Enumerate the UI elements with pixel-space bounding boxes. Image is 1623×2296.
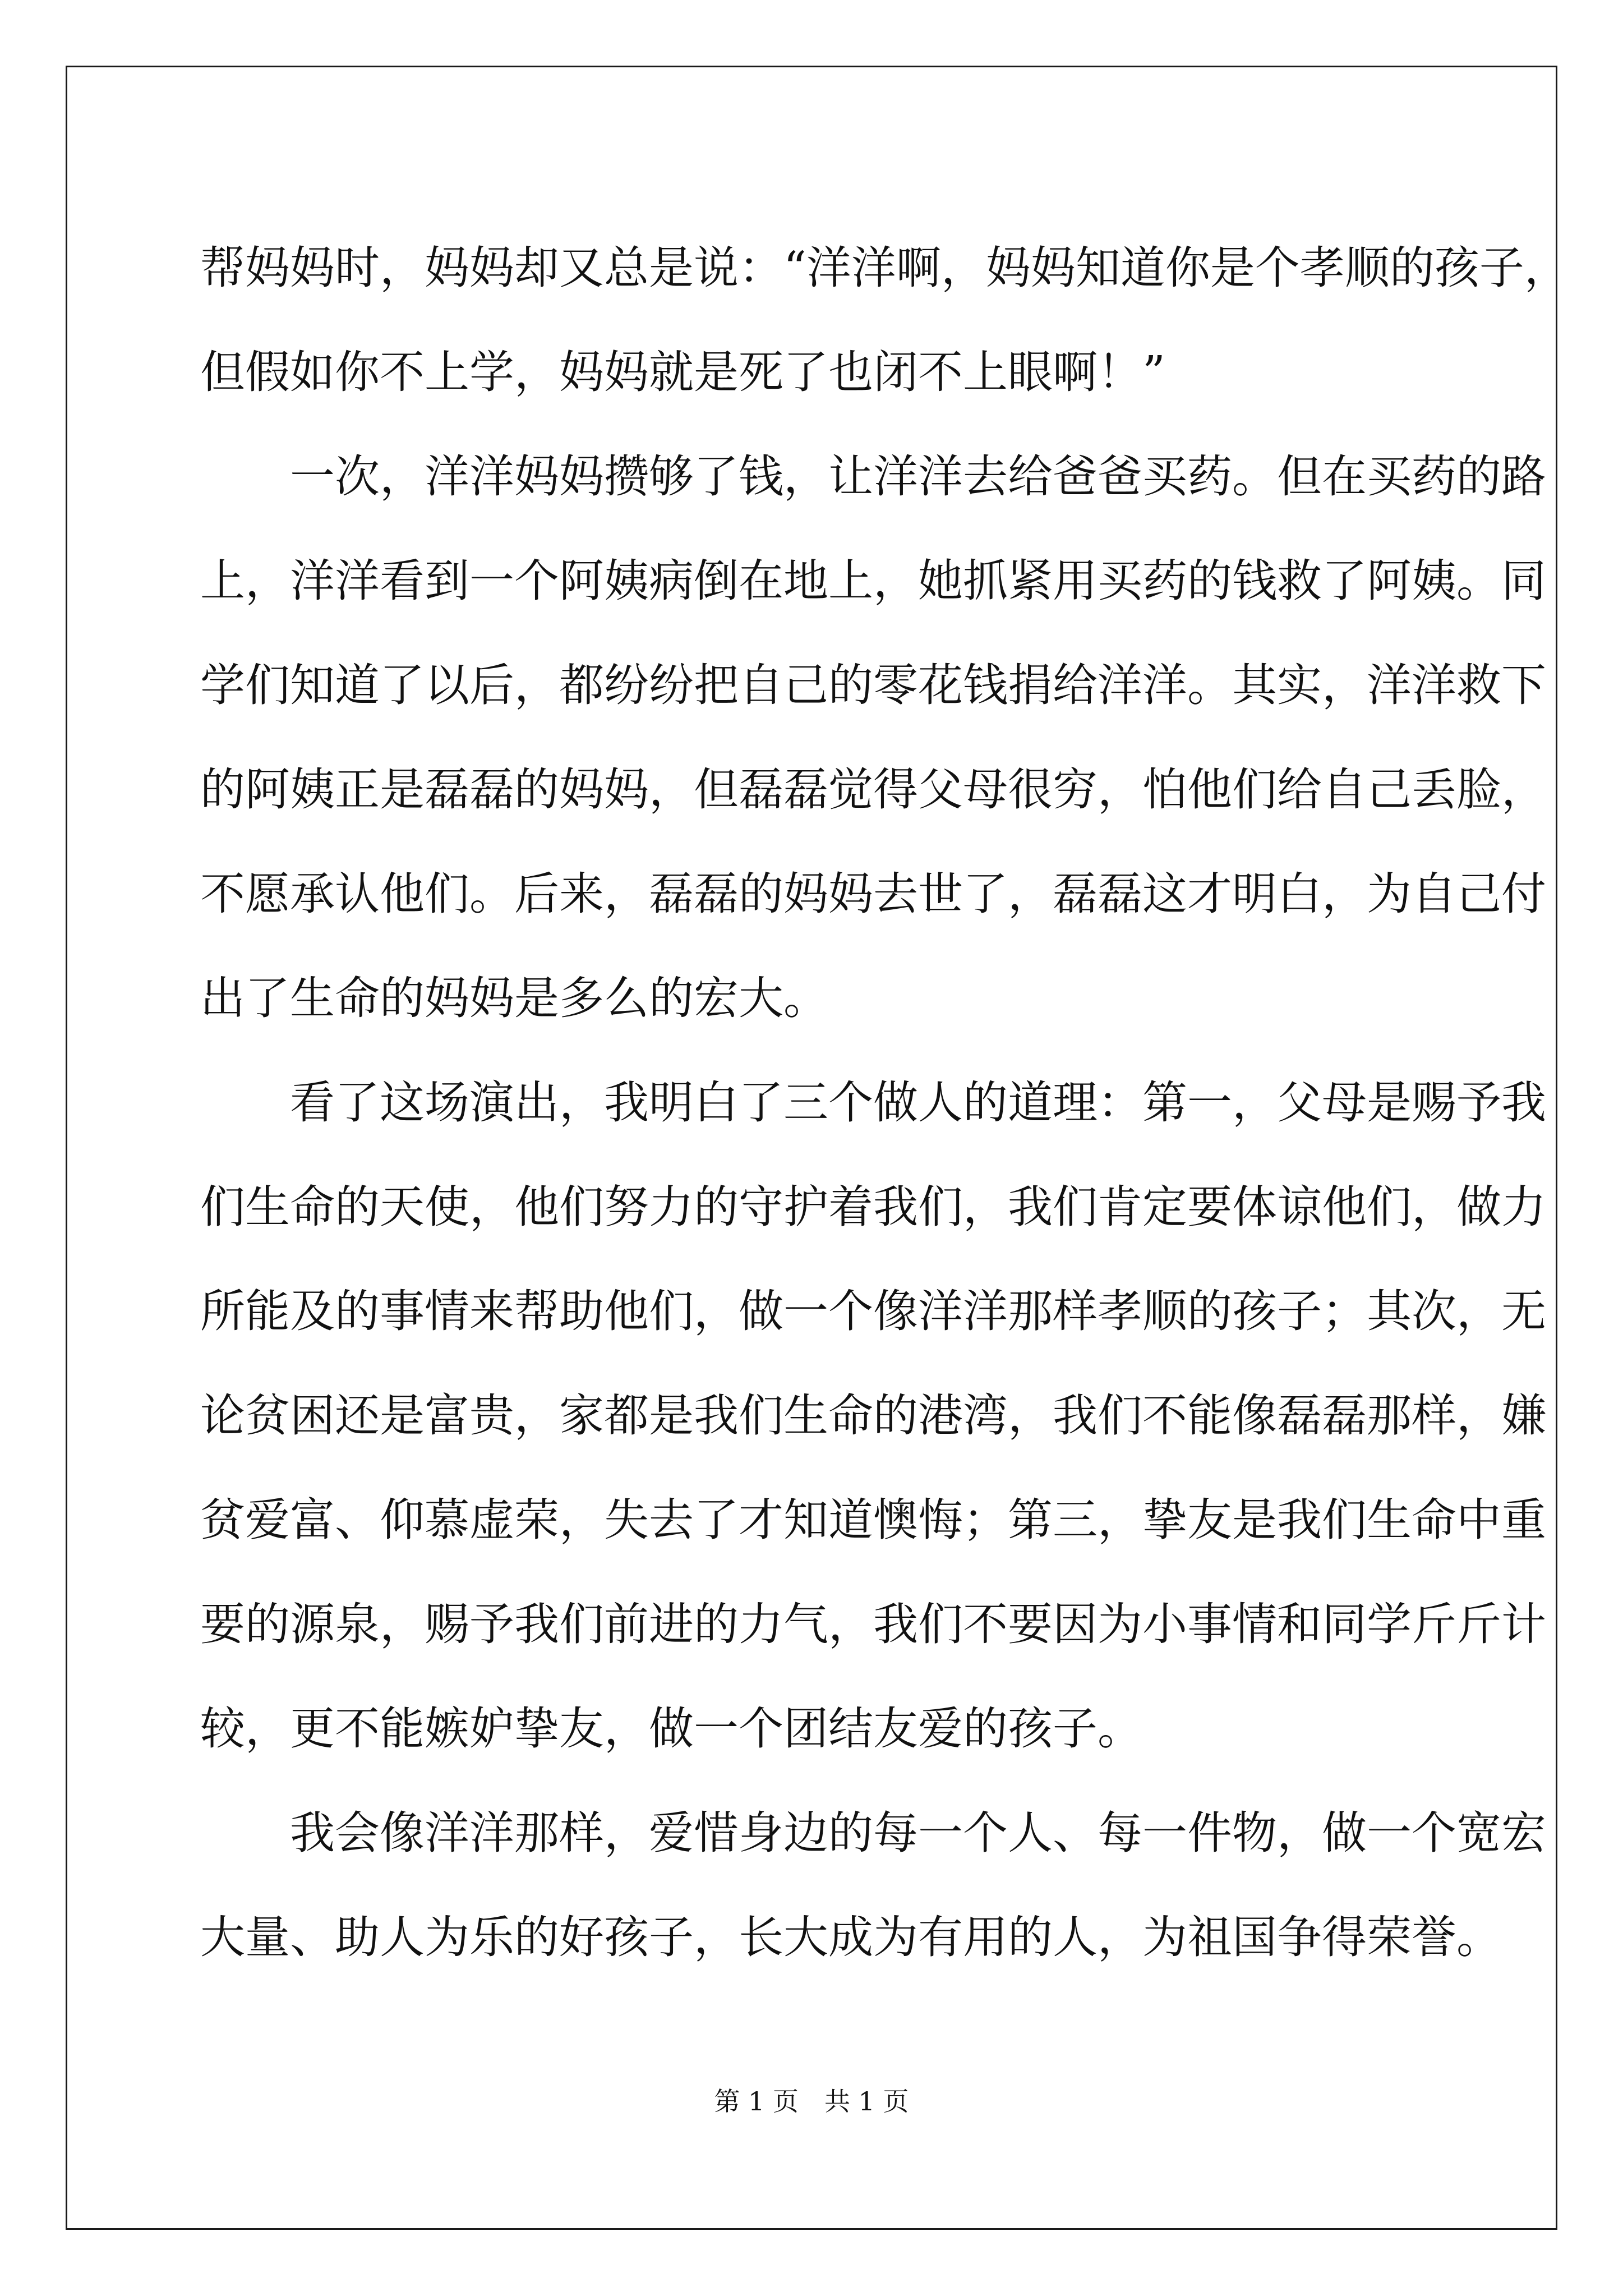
text-line: 较，更不能嫉妒挚友，做一个团结友爱的孩子。: [200, 1703, 1142, 1755]
text-line: 所能及的事情来帮助他们，做一个像洋洋那样孝顺的孩子；其次，无: [200, 1285, 1546, 1337]
text-line: 的阿姨正是磊磊的妈妈，但磊磊觉得父母很穷，怕他们给自己丢脸，: [200, 763, 1546, 816]
text-line: 帮妈妈时，妈妈却又总是说：“洋洋啊，妈妈知道你是个孝顺的孩子，: [200, 242, 1569, 294]
text-line: 要的源泉，赐予我们前进的力气，我们不要因为小事情和同学斤斤计: [200, 1598, 1546, 1650]
document-body: [200, 216, 1569, 1990]
text-line: 贫爱富、仰慕虚荣，失去了才知道懊悔；第三，挚友是我们生命中重: [200, 1494, 1546, 1546]
text-line: 出了生命的妈妈是多么的宏大。: [200, 972, 828, 1024]
text-line: 上，洋洋看到一个阿姨病倒在地上，她抓紧用买药的钱救了阿姨。同: [200, 555, 1546, 607]
text-line: 但假如你不上学，妈妈就是死了也闭不上眼啊！”: [200, 346, 1165, 398]
text-line: 学们知道了以后，都纷纷把自己的零花钱捐给洋洋。其实，洋洋救下: [200, 659, 1546, 711]
text-line: 们生命的天使，他们努力的守护着我们，我们肯定要体谅他们，做力: [200, 1181, 1546, 1233]
text-line: 一次，洋洋妈妈攒够了钱，让洋洋去给爸爸买药。但在买药的路: [200, 450, 1546, 503]
text-line: 论贫困还是富贵，家都是我们生命的港湾，我们不能像磊磊那样，嫌: [200, 1389, 1546, 1442]
text-line: 看了这场演出，我明白了三个做人的道理：第一，父母是赐予我: [200, 1076, 1546, 1129]
text-line: 我会像洋洋那样，爱惜身边的每一个人、每一件物，做一个宽宏: [200, 1807, 1546, 1859]
text-line: 不愿承认他们。后来，磊磊的妈妈去世了，磊磊这才明白，为自己付: [200, 868, 1546, 920]
page-footer: 第 1 页 共 1 页: [714, 2086, 909, 2116]
text-line: 大量、助人为乐的好孩子，长大成为有用的人，为祖国争得荣誉。: [200, 1911, 1501, 1963]
